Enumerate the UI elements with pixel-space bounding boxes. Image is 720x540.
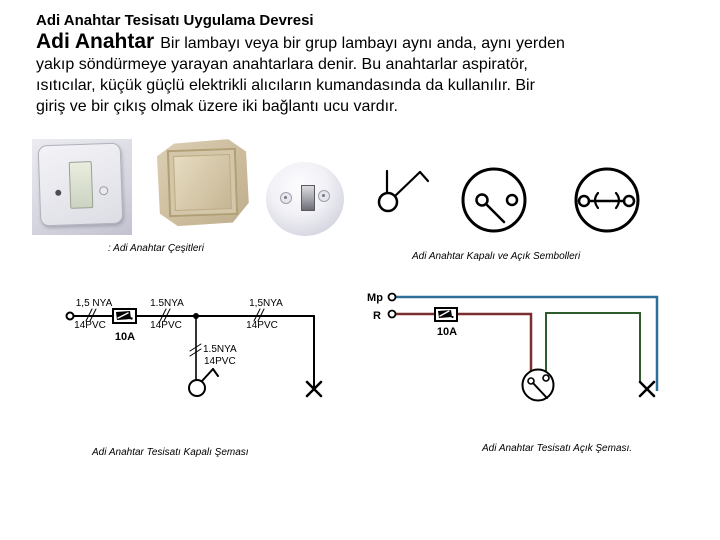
switch-rocker [68, 161, 93, 209]
wire-label: 1,5 NYA [75, 298, 113, 309]
neutral-terminal [389, 294, 396, 301]
round-switch-photo [262, 157, 350, 241]
wire-label: 1.5NYA [203, 344, 237, 355]
pipe-label: 14PVC [246, 320, 278, 331]
switch-symbols [370, 158, 655, 243]
intro-line-4: giriş ve bir çıkış olmak üzere iki bağlantı ucu vardır. [36, 98, 398, 115]
neutral-label: Mp [367, 292, 383, 304]
open-scheme-caption: Adi Anahtar Tesisatı Açık Şeması. [482, 443, 633, 454]
switch-open-symbol [463, 169, 525, 231]
intro-line-2: yakıp söndürmeye yarayan anahtarlara denir. Bu anahtarlar aspiratör, [36, 56, 528, 73]
intro-paragraph [36, 31, 676, 117]
photos-caption: : Adi Anahtar Çeşitleri [108, 243, 204, 254]
switch-body [266, 162, 344, 236]
phase-wire [457, 314, 531, 377]
switch-single-line-symbol [379, 171, 428, 211]
lamp-symbol [640, 382, 654, 396]
pipe-label: 14PVC [150, 320, 182, 331]
open-scheme-diagram [360, 285, 670, 410]
surface-switch-photo [156, 139, 250, 228]
switched-wire [546, 313, 640, 382]
symbols-caption: Adi Anahtar Kapalı ve Açık Sembolleri [412, 251, 581, 262]
screw-icon [280, 192, 292, 204]
screw-icon [318, 190, 330, 202]
intro-line-3: ısıtıcılar, küçük güçlü elektrikli alıcıların kumandasında da kullanılır. Bir [36, 77, 535, 94]
intro-heading: Adi Anahtar [36, 30, 155, 53]
closed-scheme-caption: Adi Anahtar Tesisatı Kapalı Şeması [92, 447, 249, 458]
closed-scheme-diagram [55, 280, 345, 415]
fuse-rating-label: 10A [436, 326, 458, 338]
switch-toggle [301, 185, 315, 211]
supply-terminal [67, 313, 74, 320]
phase-terminal [389, 311, 396, 318]
switch-symbol [189, 369, 218, 396]
fuse-symbol [113, 309, 136, 323]
fuse-symbol [435, 308, 457, 321]
switch-symbol [523, 370, 554, 401]
intro-line-1: Bir lambayı veya bir grup lambayı aynı anda, aynı yerden [160, 35, 565, 52]
screw-icon [55, 190, 61, 196]
phase-label: R [373, 310, 381, 322]
fuse-rating-label: 10A [114, 331, 136, 343]
pipe-label: 14PVC [74, 320, 106, 331]
wire-label: 1.5NYA [150, 298, 184, 309]
pipe-label: 14PVC [204, 356, 236, 367]
switch-plate [38, 143, 124, 227]
page-title: Adi Anahtar Tesisatı Uygulama Devresi [36, 12, 314, 29]
switch-closed-symbol [576, 169, 638, 231]
screw-icon [99, 186, 108, 195]
switch-frame [167, 148, 238, 218]
rocker-switch-photo [32, 139, 132, 235]
wire-label: 1,5NYA [249, 298, 283, 309]
switch-button [173, 154, 232, 211]
